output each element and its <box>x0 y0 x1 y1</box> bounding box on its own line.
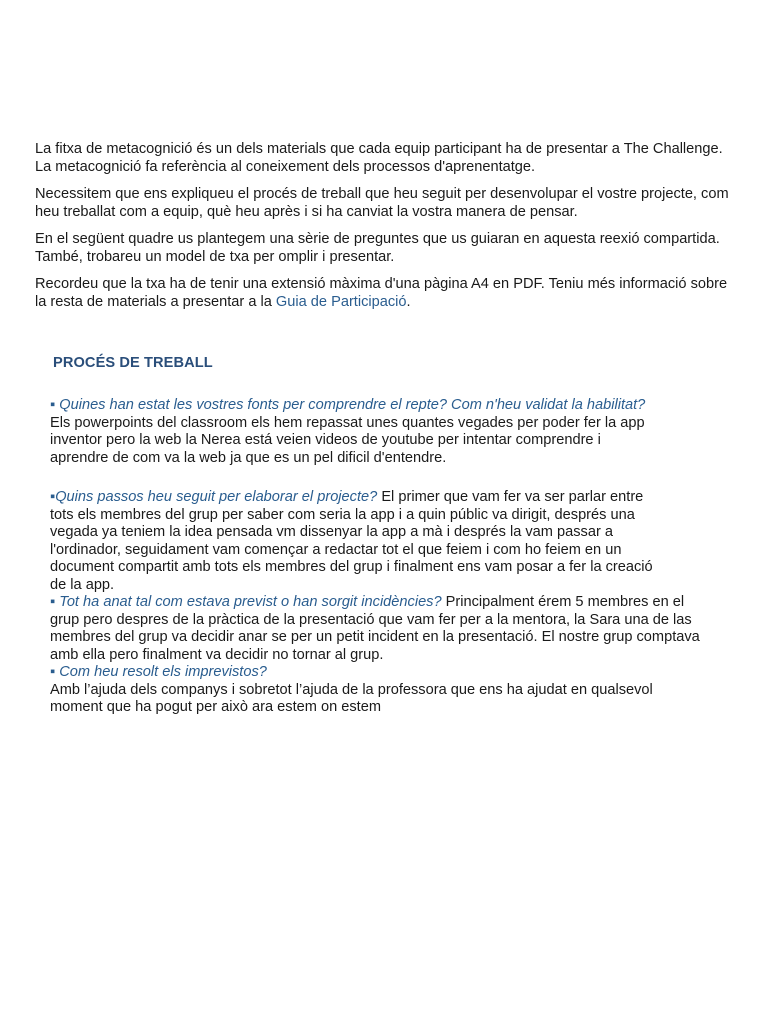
answer-1-line-1: Els powerpoints del classroom els hem repassat unes quantes vegades per poder fer la app <box>50 414 645 431</box>
intro-paragraph-2: Necessitem que ens expliqueu el procés de treball que heu seguit per desenvolupar el vostre projecte, com heu treballat com a equip, què heu après i si ha canviat la vostra manera de pensar. <box>35 186 729 220</box>
question-3-line <box>50 594 720 612</box>
answer-2-line-2: tots els membres del grup per saber com seria la app i a quin públic va dirigit, després una <box>50 506 635 523</box>
guia-participacio-link[interactable]: Guia de Participació <box>275 294 407 310</box>
answer-3-line-1: Principalment érem 5 membres en el <box>441 594 685 610</box>
answer-2-line-5: document compartit amb tots els membres del grup i finalment ens vam posar a fer la creació <box>50 559 653 575</box>
intro-section <box>35 140 735 320</box>
intro-paragraph-3: En el següent quadre us plantegem una sèrie de preguntes que us guiaran en aquesta reexió compartida. També, trobareu un model de txa per omplir i presentar. <box>35 231 720 265</box>
question-2-text: Quins passos heu seguit per elaborar el projecte? <box>55 489 378 505</box>
answer-1-line-3: aprendre de com va la web ja que es un pel dificil d'entendre. <box>50 449 447 466</box>
answer-1-line-2: inventor pero la web la Nerea está veien videos de youtube per intentar comprendre i <box>50 432 601 448</box>
question-2-line <box>50 489 720 507</box>
intro-paragraph-4-text: Recordeu que la txa ha de tenir una extensió màxima d'una pàgina A4 en PDF. Teniu més informació sobre la resta de materials a presentar a la <box>35 276 728 310</box>
intro-paragraph-1: La fitxa de metacognició és un dels materials que cada equip participant ha de presentar a The Challenge. La metacognició fa referència al coneixement dels processos d'aprenentatge. <box>35 141 723 175</box>
answer-3-line-3: membres del grup va decidir anar se per un petit incident en la presentació. El nostre grup comptava <box>50 629 700 645</box>
answer-3-line-4: amb ella pero finalment va decidir no tornar al grup. <box>50 646 384 663</box>
bullet-icon: ▪ <box>50 664 56 680</box>
answer-2-line-3: vegada ya teniem la idea pensada vm dissenyar la app a mà i després la vam passar a <box>50 524 613 540</box>
answer-2-line-6: de la app. <box>50 576 115 593</box>
question-4-text: Com heu resolt els imprevistos? <box>55 664 267 680</box>
question-block-2 <box>50 489 720 717</box>
bullet-icon: ▪ <box>50 489 56 505</box>
bullet-icon: ▪ <box>50 397 56 413</box>
question-1-text: Quines han estat les vostres fonts per comprendre el repte? Com n'heu validat la habilitat? <box>55 397 646 413</box>
question-3-text: Tot ha anat tal com estava previst o han sorgit incidències? <box>55 594 442 610</box>
answer-4-line-1: Amb l’ajuda dels companys i sobretot l’ajuda de la professora que ens ha ajudat en qualsevol <box>50 681 653 698</box>
question-block-1 <box>50 397 720 467</box>
bullet-icon: ▪ <box>50 594 56 610</box>
section-title: PROCÉS DE TREBALL <box>53 355 213 371</box>
question-4-line <box>50 664 720 682</box>
answer-2-line-1: El primer que vam fer va ser parlar entre <box>377 489 644 505</box>
answer-2-line-4: l'ordinador, seguidament vam començar a redactar tot el que feiem i com ho feiem en un <box>50 541 622 558</box>
answer-4-line-2: moment que ha pogut per això ara estem on estem <box>50 699 381 715</box>
question-1 <box>50 397 720 415</box>
answer-3-line-2: grup pero despres de la pràctica de la presentació que vam fer per a la mentora, la Sara una de las <box>50 611 692 628</box>
intro-paragraph-4-end: . <box>406 294 411 310</box>
intro-paragraph-4 <box>35 275 735 311</box>
